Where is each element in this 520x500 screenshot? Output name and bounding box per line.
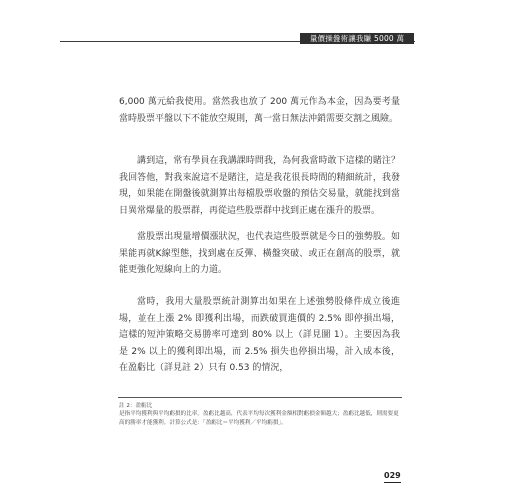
footnote-divider [118,397,402,398]
paragraph-1: 6,000 萬元給我使用。當然我也放了 200 萬元作為本金，因為要考量當時股票平盤以下不能放空規則，萬一當日無法沖銷需要交割之風險。 [119,97,400,124]
paragraph-2: 講到這，常有學員在我講課時問我，為何我當時敢下這樣的賭注？我回答他，對我來說這不是賭注，這是我花很長時間的精細統計，我發現，如果能在開盤後就測算出每檔股票收盤的預估交易量，就能找到當日異常爆量的股票群，再從這些股票群中找到正處在漲升的股票。 [119,156,400,216]
footnote-text: 是指平均獲利與平均虧損的比率。盈虧比越高，代表平均每次獲利金額相對虧損金額越大；盈虧比越低，則需要更高的勝率才能獲利。計算公式是：「盈虧比＝平均獲利／平均虧損」。 [119,411,399,426]
page-number-underline [384,482,401,483]
footnote-label: 註 2：盈虧比 [119,403,153,409]
page-number: 029 [384,471,401,480]
running-header-title: 量價操盤術讓我賺 5000 萬 [309,34,405,43]
paragraph-3: 當股票出現量增價漲狀況，也代表這些股票就是今日的強勢股。如果能再就K線型態，找到處在反彈、橫盤突破、或正在創高的股票，就能更強化短線向上的力道。 [119,232,400,275]
paragraph-4: 當時，我用大量股票統計測算出如果在上述強勢股條件成立後進場，並在上漲 2% 即獲利出場，而跌破買進價的 2.5% 即停損出場，這樣的短沖策略交易勝率可達到 80% 以上（詳見圖 1）。主要因為我是 2% 以上的獲利即出場，而 2.5% 損失也停損出場，計入成本後，在盈虧比（詳見註 2）只有 0.53 的情況， [119,297,400,373]
footnote [119,402,402,427]
